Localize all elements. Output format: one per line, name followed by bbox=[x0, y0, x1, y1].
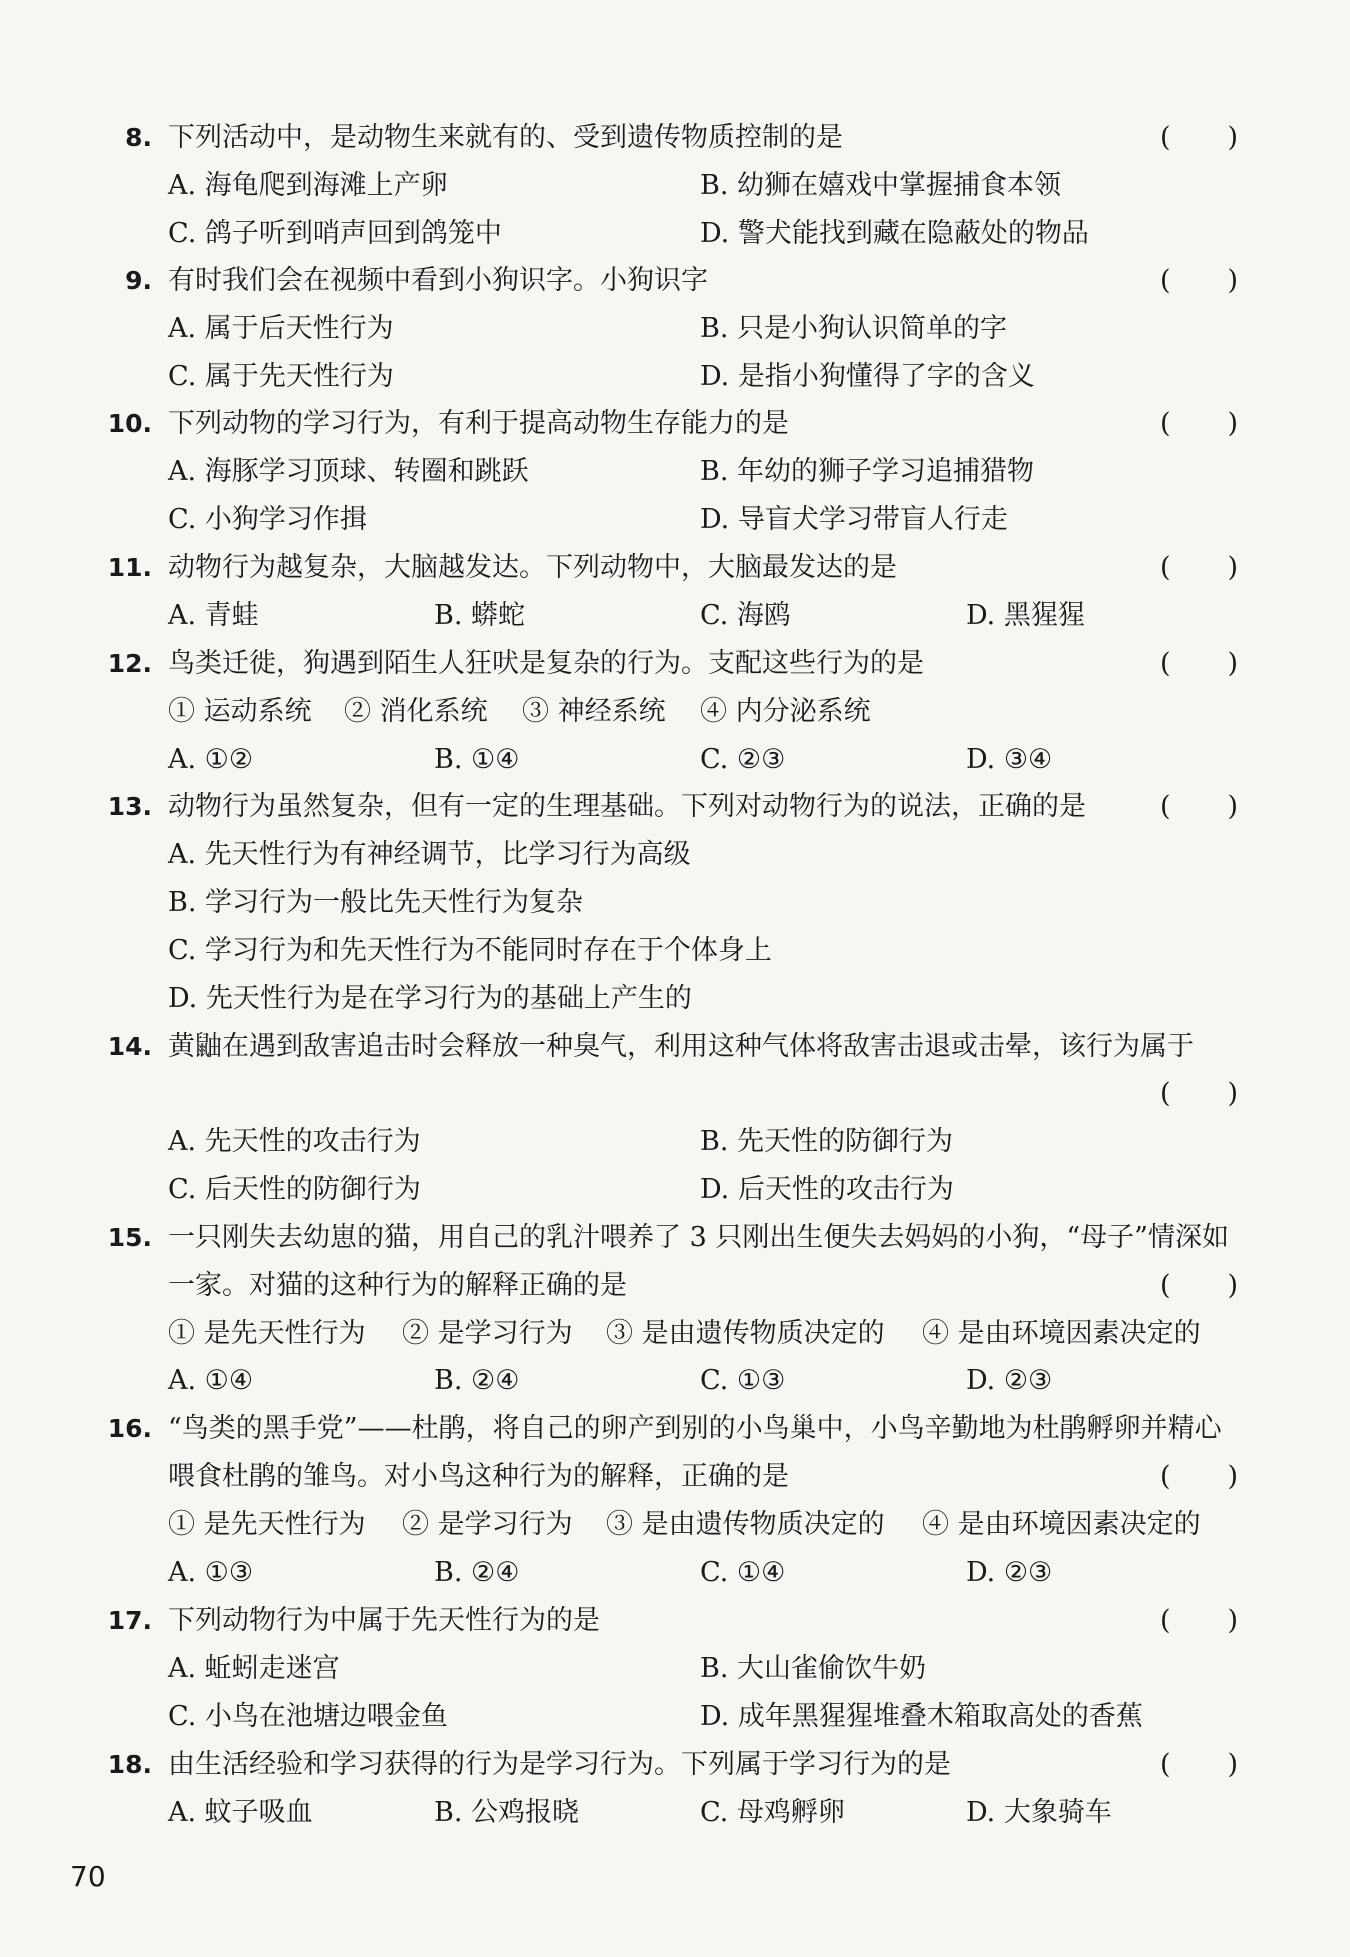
option-a: A. ①④ bbox=[168, 1365, 254, 1396]
option-b: B. 年幼的狮子学习追捕猎物 bbox=[700, 456, 1035, 487]
options-row bbox=[0, 736, 1350, 784]
options-row bbox=[0, 162, 1350, 210]
page-number: 70 bbox=[70, 1860, 106, 1893]
option-a: A. 先天性的攻击行为 bbox=[168, 1126, 421, 1157]
question-stem: 鸟类迁徙，狗遇到陌生人狂吠是复杂的行为。支配这些行为的是 bbox=[168, 648, 924, 679]
option-a: A. 海龟爬到海滩上产卵 bbox=[168, 170, 448, 201]
question-stem: 一只刚失去幼崽的猫，用自己的乳汁喂养了 3 只刚出生便失去妈妈的小狗，“母子”情深如 bbox=[168, 1222, 1229, 1253]
question-stem: 一家。对猫的这种行为的解释正确的是 bbox=[168, 1270, 627, 1301]
option-d: D. 导盲犬学习带盲人行走 bbox=[700, 504, 1008, 535]
question-number: 9. bbox=[125, 266, 152, 295]
option-d: D. 大象骑车 bbox=[966, 1797, 1112, 1828]
option-d: D. 先天性行为是在学习行为的基础上产生的 bbox=[168, 983, 692, 1014]
option-d: D. 后天性的攻击行为 bbox=[700, 1174, 954, 1205]
statement-item: ① 是先天性行为 bbox=[168, 1318, 366, 1349]
question-11: 11. 动物行为越复杂，大脑越发达。下列动物中，大脑最发达的是 ( ) bbox=[0, 544, 1350, 592]
option-b: B. 先天性的防御行为 bbox=[700, 1126, 954, 1157]
option-b: B. 幼狮在嬉戏中掌握捕食本领 bbox=[700, 170, 1062, 201]
question-stem: 下列动物行为中属于先天性行为的是 bbox=[168, 1605, 600, 1636]
question-stem: 下列活动中，是动物生来就有的、受到遗传物质控制的是 bbox=[168, 122, 843, 153]
options-row bbox=[0, 353, 1350, 401]
option-a: A. 海豚学习顶球、转圈和跳跃 bbox=[168, 456, 529, 487]
option-a: A. 属于后天性行为 bbox=[168, 313, 394, 344]
statement-item: ③ 是由遗传物质决定的 bbox=[606, 1509, 885, 1540]
option-a: A. ①③ bbox=[168, 1557, 254, 1588]
question-15 bbox=[0, 1214, 1350, 1262]
option-c: C. 鸽子听到哨声回到鸽笼中 bbox=[168, 218, 502, 249]
options-row bbox=[0, 1118, 1350, 1166]
option-a: A. 蚯蚓走迷宫 bbox=[168, 1653, 340, 1684]
options-row bbox=[0, 1357, 1350, 1405]
option-d: D. 成年黑猩猩堆叠木箱取高处的香蕉 bbox=[700, 1701, 1143, 1732]
options-row bbox=[0, 831, 1350, 879]
option-c: C. 小鸟在池塘边喂金鱼 bbox=[168, 1701, 448, 1732]
option-c: C. 海鸥 bbox=[700, 600, 791, 631]
option-c: C. 学习行为和先天性行为不能同时存在于个体身上 bbox=[168, 935, 772, 966]
option-b: B. 公鸡报晓 bbox=[434, 1797, 580, 1828]
statement-item: ② 是学习行为 bbox=[402, 1318, 573, 1349]
option-c: C. 属于先天性行为 bbox=[168, 361, 394, 392]
question-8: 8. 下列活动中，是动物生来就有的、受到遗传物质控制的是 ( ) bbox=[0, 114, 1350, 162]
question-stem: 喂食杜鹃的雏鸟。对小鸟这种行为的解释，正确的是 bbox=[168, 1461, 789, 1492]
question-stem-cont: 喂食杜鹃的雏鸟。对小鸟这种行为的解释，正确的是 ( ) bbox=[0, 1453, 1350, 1501]
option-d: D. ③④ bbox=[966, 744, 1053, 775]
question-number: 18. bbox=[107, 1750, 152, 1779]
option-b: B. 大山雀偷饮牛奶 bbox=[700, 1653, 927, 1684]
option-c: C. ①③ bbox=[700, 1365, 786, 1396]
option-a: A. ①② bbox=[168, 744, 254, 775]
question-number: 10. bbox=[107, 409, 152, 438]
statement-item: ① 运动系统 bbox=[168, 696, 312, 727]
question-10: 10. 下列动物的学习行为，有利于提高动物生存能力的是 ( ) bbox=[0, 400, 1350, 448]
option-b: B. ②④ bbox=[434, 1557, 520, 1588]
option-c: C. 后天性的防御行为 bbox=[168, 1174, 421, 1205]
options-row bbox=[0, 1166, 1350, 1214]
option-c: C. 母鸡孵卵 bbox=[700, 1797, 845, 1828]
statement-item: ④ 是由环境因素决定的 bbox=[922, 1509, 1201, 1540]
question-stem: 动物行为虽然复杂，但有一定的生理基础。下列对动物行为的说法，正确的是 bbox=[168, 791, 1086, 822]
option-d: D. ②③ bbox=[966, 1557, 1053, 1588]
statement-item: ④ 是由环境因素决定的 bbox=[922, 1318, 1201, 1349]
option-b: B. 学习行为一般比先天性行为复杂 bbox=[168, 887, 584, 918]
option-c: C. ②③ bbox=[700, 744, 786, 775]
option-a: A. 先天性行为有神经调节，比学习行为高级 bbox=[168, 839, 691, 870]
options-row bbox=[0, 496, 1350, 544]
question-number: 17. bbox=[107, 1606, 152, 1635]
options-row bbox=[0, 927, 1350, 975]
question-number: 15. bbox=[107, 1223, 152, 1252]
statement-item: ② 消化系统 bbox=[344, 696, 488, 727]
options-row bbox=[0, 592, 1350, 640]
statement-items bbox=[0, 688, 1350, 736]
options-row bbox=[0, 1693, 1350, 1741]
question-number: 12. bbox=[107, 649, 152, 678]
options-row bbox=[0, 210, 1350, 258]
options-row bbox=[0, 448, 1350, 496]
question-number: 8. bbox=[125, 123, 152, 152]
option-b: B. 蟒蛇 bbox=[434, 600, 526, 631]
question-stem: “鸟类的黑手党”——杜鹃，将自己的卵产到别的小鸟巢中，小鸟辛勤地为杜鹃孵卵并精心 bbox=[168, 1413, 1222, 1444]
options-row bbox=[0, 1645, 1350, 1693]
question-number: 13. bbox=[107, 792, 152, 821]
question-13: 13. 动物行为虽然复杂，但有一定的生理基础。下列对动物行为的说法，正确的是 ( ) bbox=[0, 783, 1350, 831]
option-b: B. 只是小狗认识简单的字 bbox=[700, 313, 1008, 344]
question-stem: 黄鼬在遇到敌害追击时会释放一种臭气，利用这种气体将敌害击退或击晕，该行为属于 bbox=[168, 1031, 1194, 1062]
question-stem: 下列动物的学习行为，有利于提高动物生存能力的是 bbox=[168, 408, 789, 439]
question-12: 12. 鸟类迁徙，狗遇到陌生人狂吠是复杂的行为。支配这些行为的是 ( ) bbox=[0, 640, 1350, 688]
question-number: 11. bbox=[107, 553, 152, 582]
question-14 bbox=[0, 1023, 1350, 1071]
option-a: A. 蚊子吸血 bbox=[168, 1797, 313, 1828]
statement-items bbox=[0, 1501, 1350, 1549]
option-d: D. ②③ bbox=[966, 1365, 1053, 1396]
question-stem: 有时我们会在视频中看到小狗识字。小狗识字 bbox=[168, 265, 708, 296]
option-d: D. 是指小狗懂得了字的含义 bbox=[700, 361, 1035, 392]
options-row bbox=[0, 1789, 1350, 1837]
statement-item: ④ 内分泌系统 bbox=[700, 696, 871, 727]
options-row bbox=[0, 1549, 1350, 1597]
option-b: B. ②④ bbox=[434, 1365, 520, 1396]
statement-items bbox=[0, 1310, 1350, 1358]
option-c: C. ①④ bbox=[700, 1557, 786, 1588]
option-c: C. 小狗学习作揖 bbox=[168, 504, 367, 535]
option-b: B. ①④ bbox=[434, 744, 520, 775]
answer-line: ( ) bbox=[1160, 1078, 1238, 1109]
option-d: D. 警犬能找到藏在隐蔽处的物品 bbox=[700, 218, 1089, 249]
option-a: A. 青蛙 bbox=[168, 600, 259, 631]
question-17: 17. 下列动物行为中属于先天性行为的是 ( ) bbox=[0, 1597, 1350, 1645]
option-d: D. 黑猩猩 bbox=[966, 600, 1085, 631]
question-9: 9. 有时我们会在视频中看到小狗识字。小狗识字 ( ) bbox=[0, 257, 1350, 305]
options-row bbox=[0, 879, 1350, 927]
question-stem-cont: 一家。对猫的这种行为的解释正确的是 ( ) bbox=[0, 1262, 1350, 1310]
statement-item: ③ 神经系统 bbox=[522, 696, 666, 727]
question-number: 14. bbox=[107, 1032, 152, 1061]
question-stem: 动物行为越复杂，大脑越发达。下列动物中，大脑最发达的是 bbox=[168, 552, 897, 583]
question-18: 18. 由生活经验和学习获得的行为是学习行为。下列属于学习行为的是 ( ) bbox=[0, 1741, 1350, 1789]
statement-item: ① 是先天性行为 bbox=[168, 1509, 366, 1540]
statement-item: ③ 是由遗传物质决定的 bbox=[606, 1318, 885, 1349]
question-stem: 由生活经验和学习获得的行为是学习行为。下列属于学习行为的是 bbox=[168, 1749, 951, 1780]
question-number: 16. bbox=[107, 1414, 152, 1443]
question-16 bbox=[0, 1405, 1350, 1453]
options-row bbox=[0, 305, 1350, 353]
statement-item: ② 是学习行为 bbox=[402, 1509, 573, 1540]
options-row bbox=[0, 975, 1350, 1023]
